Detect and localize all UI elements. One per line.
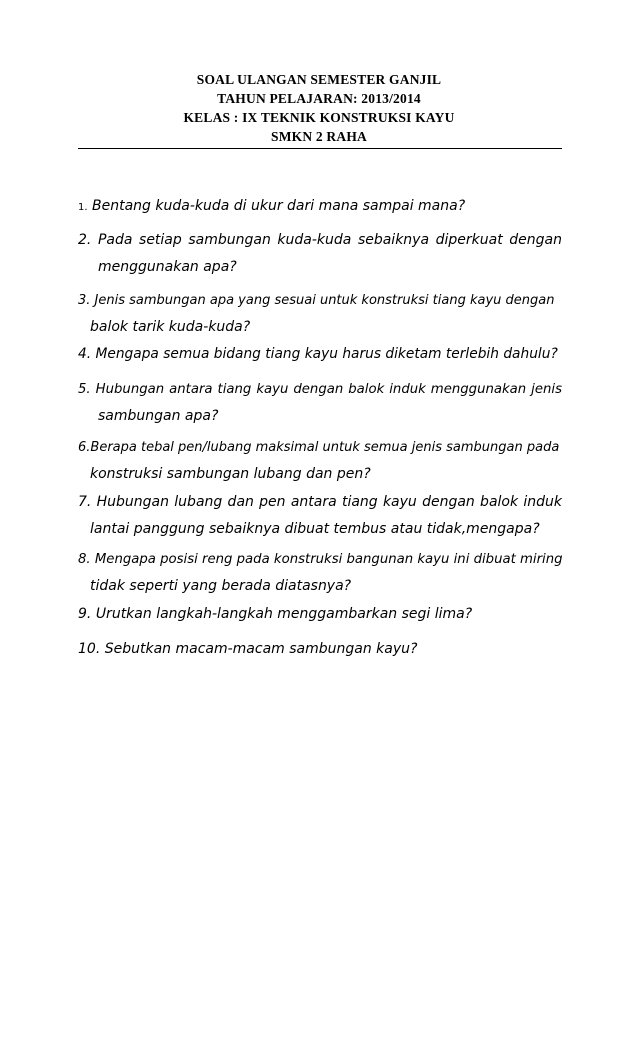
question-text-continued: konstruksi sambungan lubang dan pen? <box>90 466 371 482</box>
question-3 <box>78 287 562 341</box>
question-10 <box>78 636 562 663</box>
question-8 <box>78 546 562 600</box>
question-text-continued: lantai panggung sebaiknya dibuat tembus atau tidak,mengapa? <box>90 521 540 537</box>
question-number: 1. <box>78 202 88 213</box>
question-text: Jenis sambungan apa yang sesuai untuk konstruksi tiang kayu dengan <box>94 293 555 308</box>
question-5 <box>78 376 562 430</box>
question-text: Hubungan lubang dan pen antara tiang kayu dengan balok induk <box>96 494 562 510</box>
question-text-continued: tidak seperti yang berada diatasnya? <box>90 578 352 594</box>
question-number: 2. <box>78 232 92 248</box>
question-number: 5. <box>78 382 91 397</box>
header-class: KELAS : IX TEKNIK KONSTRUKSI KAYU <box>183 110 455 125</box>
question-number: 7. <box>78 494 92 510</box>
question-text: Mengapa posisi reng pada konstruksi bangunan kayu ini dibuat miring <box>94 552 563 567</box>
question-text: Mengapa semua bidang tiang kayu harus diketam terlebih dahulu? <box>95 346 558 362</box>
question-text: Pada setiap sambungan kuda-kuda sebaiknya diperkuat dengan <box>97 232 562 248</box>
question-text-continued: sambungan apa? <box>98 408 219 424</box>
question-text: Bentang kuda-kuda di ukur dari mana sampai mana? <box>92 198 466 214</box>
question-4 <box>78 341 562 368</box>
question-7 <box>78 489 562 543</box>
question-1 <box>78 193 562 221</box>
question-9 <box>78 601 562 628</box>
question-text: Urutkan langkah-langkah menggambarkan segi lima? <box>95 606 473 622</box>
question-number: 8. <box>78 552 91 567</box>
header-divider <box>78 148 562 149</box>
question-text: Sebutkan macam-macam sambungan kayu? <box>104 641 418 657</box>
question-6 <box>78 434 562 488</box>
question-text-continued: menggunakan apa? <box>98 259 237 275</box>
question-number: 3. <box>78 293 91 308</box>
question-number: 9. <box>78 606 92 622</box>
question-number: 10. <box>78 641 101 657</box>
question-number: 4. <box>78 346 92 362</box>
question-2 <box>78 227 562 281</box>
question-text: Berapa tebal pen/lubang maksimal untuk semua jenis sambungan pada <box>90 440 560 455</box>
header-school: SMKN 2 RAHA <box>271 129 367 144</box>
question-number: 6. <box>78 440 91 455</box>
question-text: Hubungan antara tiang kayu dengan balok induk menggunakan jenis <box>95 382 562 397</box>
question-text-continued: balok tarik kuda-kuda? <box>90 319 251 335</box>
header-school-year: TAHUN PELAJARAN: 2013/2014 <box>217 91 421 106</box>
header-title: SOAL ULANGAN SEMESTER GANJIL <box>196 72 442 87</box>
document-header <box>0 70 638 146</box>
